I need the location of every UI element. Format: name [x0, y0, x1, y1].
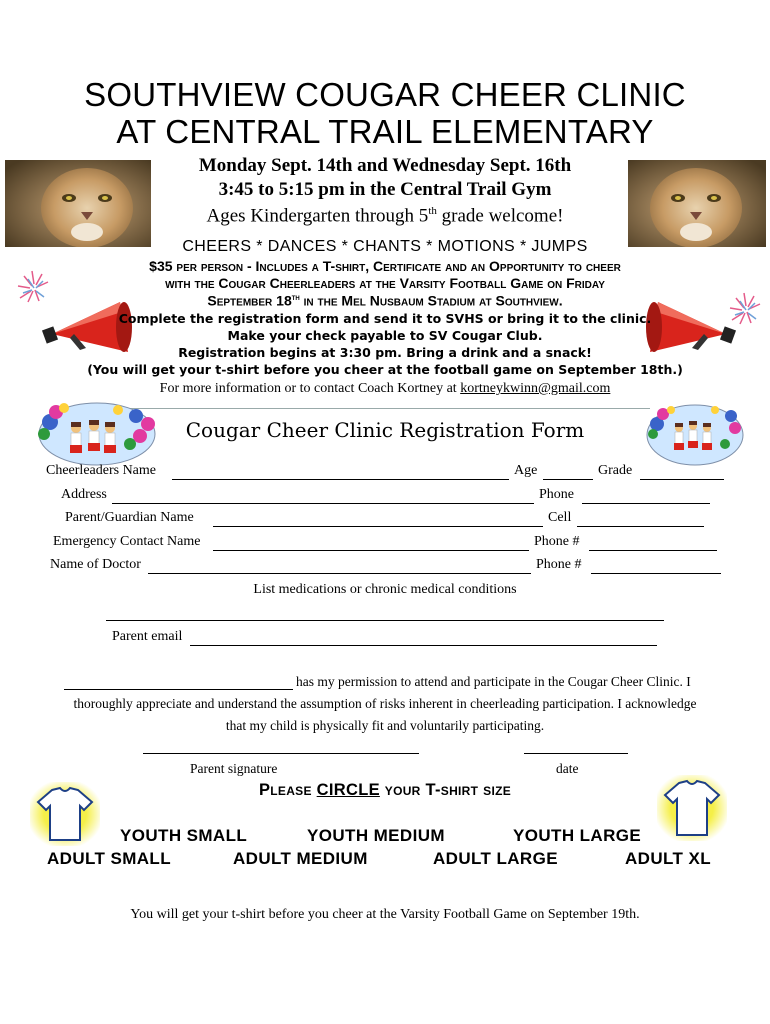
instruction-2: Make your check payable to SV Cougar Club. — [227, 328, 543, 343]
clinic-time: 3:45 to 5:15 pm in the Central Trail Gym — [218, 179, 552, 200]
page-title: SOUTHVIEW COUGAR CHEER CLINIC — [84, 76, 686, 113]
phone-field[interactable] — [582, 503, 710, 504]
size-youth-medium[interactable]: YOUTH MEDIUM — [307, 826, 445, 845]
contact-line: For more information or to contact Coach Kortney at kortneykwinn@gmail.com — [159, 381, 611, 396]
contact-email-link[interactable]: kortneykwinn@gmail.com — [460, 381, 611, 396]
activities-text: CHEERS * DANCES * CHANTS * MOTIONS * JUMPS — [182, 238, 588, 255]
size-adult-xl[interactable]: ADULT XL — [625, 849, 711, 868]
address-label: Address — [61, 487, 107, 502]
phone-label: Phone — [539, 487, 574, 502]
medications-label: List medications or chronic medical conditions — [253, 582, 517, 597]
address-field[interactable] — [112, 503, 534, 504]
grade-label: Grade — [598, 463, 633, 478]
instruction-4: (You will get your t-shirt before you cheer at the football game on September 18th.) — [87, 362, 683, 377]
age-field[interactable] — [543, 479, 593, 480]
parent-email-field[interactable] — [190, 645, 657, 646]
ages-text: Ages Kindergarten through 5th grade welcome! — [206, 205, 564, 227]
cell-label: Cell — [548, 510, 572, 525]
cell-field[interactable] — [577, 526, 704, 527]
fee-line-2: with the Cougar Cheerleaders at the Varsity Football Game on Friday — [165, 275, 605, 291]
footer-note: You will get your t-shirt before you cheer at the Varsity Football Game on September 19th. — [130, 907, 640, 922]
parent-signature-field[interactable] — [143, 753, 419, 754]
tshirt-icon-right — [657, 775, 727, 841]
tshirt-heading: Please CIRCLE your T-shirt size — [258, 781, 512, 799]
size-adult-small[interactable]: ADULT SMALL — [47, 849, 172, 868]
divider — [110, 408, 650, 409]
child-name-field[interactable] — [64, 689, 293, 690]
page-subtitle: AT CENTRAL TRAIL ELEMENTARY — [116, 113, 654, 150]
medications-field[interactable] — [106, 620, 664, 621]
fee-line-3: September 18th in the Mel Nusbaum Stadium at Southview. — [207, 292, 563, 309]
permission-line-2: thoroughly appreciate and understand the assumption of risks inherent in cheerleading participation. I acknowledge — [73, 696, 697, 711]
emergency-contact-label: Emergency Contact Name — [53, 534, 201, 549]
size-adult-large[interactable]: ADULT LARGE — [433, 849, 558, 868]
cheerleader-name-field[interactable] — [172, 479, 509, 480]
guardian-label: Parent/Guardian Name — [65, 510, 194, 525]
doctor-phone-field[interactable] — [591, 573, 721, 574]
instruction-1: Complete the registration form and send it to SVHS or bring it to the clinic. — [118, 311, 652, 326]
date-label: date — [556, 761, 579, 776]
parent-signature-label: Parent signature — [190, 761, 278, 776]
guardian-field[interactable] — [213, 526, 543, 527]
emergency-phone-label: Phone # — [534, 534, 580, 549]
emergency-contact-field[interactable] — [213, 550, 529, 551]
permission-line-1: has my permission to attend and participate in the Cougar Cheer Clinic. I — [296, 674, 691, 689]
grade-field[interactable] — [640, 479, 724, 480]
permission-line-3: that my child is physically fit and voluntarily participating. — [225, 718, 545, 733]
tshirt-icon-left — [30, 782, 100, 846]
doctor-phone-label: Phone # — [536, 557, 582, 572]
clinic-dates: Monday Sept. 14th and Wednesday Sept. 16th — [198, 155, 572, 176]
size-adult-medium[interactable]: ADULT MEDIUM — [233, 849, 368, 868]
form-title: Cougar Cheer Clinic Registration Form — [185, 418, 585, 442]
date-field[interactable] — [524, 753, 628, 754]
size-youth-small[interactable]: YOUTH SMALL — [120, 826, 248, 845]
size-youth-large[interactable]: YOUTH LARGE — [513, 826, 642, 845]
cheerleader-name-label: Cheerleaders Name — [46, 463, 156, 478]
emergency-phone-field[interactable] — [589, 550, 717, 551]
doctor-field[interactable] — [148, 573, 531, 574]
parent-email-label: Parent email — [112, 629, 183, 644]
instruction-3: Registration begins at 3:30 pm. Bring a drink and a snack! — [178, 345, 592, 360]
age-label: Age — [514, 463, 538, 478]
fee-line-1: $35 per person - Includes a T-shirt, Certificate and an Opportunity to cheer — [149, 258, 621, 274]
doctor-label: Name of Doctor — [50, 557, 141, 572]
